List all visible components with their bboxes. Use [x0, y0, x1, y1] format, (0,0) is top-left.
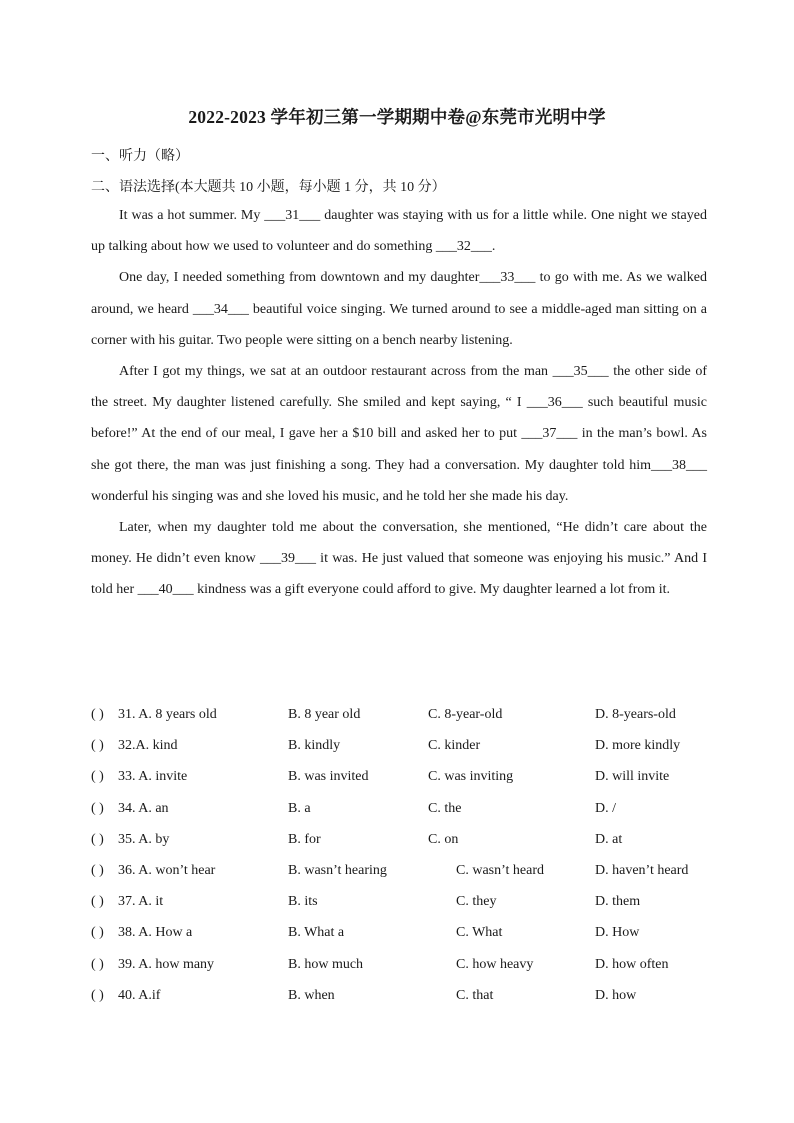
- option-a: 40. A.if: [118, 987, 161, 1003]
- option-c: C. that: [456, 987, 494, 1003]
- option-c: C. how heavy: [456, 956, 534, 972]
- option-a: 31. A. 8 years old: [118, 707, 217, 722]
- option-c: C. kinder: [428, 738, 481, 754]
- passage-paragraph-1: It was a hot summer. My ___31___ daughter was staying with us for a little while. One night we stayed up talking about how we used to volunteer and do something ___32___.: [91, 208, 707, 255]
- option-d: D. /: [595, 800, 616, 816]
- option-a: 35. A. by: [118, 831, 170, 847]
- question-row: [91, 925, 711, 947]
- question-row: [91, 863, 711, 885]
- question-row: [91, 832, 711, 854]
- answer-paren[interactable]: ( ): [91, 800, 104, 816]
- answer-paren[interactable]: ( ): [91, 925, 104, 941]
- option-c: C. was inviting: [428, 769, 514, 785]
- option-a: 33. A. invite: [118, 769, 188, 785]
- option-b: B. its: [288, 894, 318, 910]
- option-b: B. how much: [288, 956, 364, 972]
- question-row: [91, 894, 711, 916]
- reading-passage: [91, 200, 707, 606]
- option-d: D. at: [595, 831, 623, 847]
- question-row: [91, 738, 711, 760]
- answer-paren[interactable]: ( ): [91, 894, 104, 910]
- section-listening-heading: 一、听力（略）: [91, 149, 189, 164]
- option-a: 34. A. an: [118, 800, 169, 816]
- option-c: C. wasn’t heard: [456, 863, 544, 878]
- option-b: B. was invited: [288, 769, 369, 785]
- option-d: D. haven’t heard: [595, 863, 689, 878]
- answer-paren[interactable]: ( ): [91, 987, 104, 1003]
- option-d: D. 8-years-old: [595, 707, 676, 722]
- option-b: B. wasn’t hearing: [288, 863, 387, 878]
- option-b: B. when: [288, 987, 335, 1003]
- option-c: C. on: [428, 831, 459, 847]
- answer-paren[interactable]: ( ): [91, 769, 104, 785]
- question-row: [91, 769, 711, 791]
- answer-paren[interactable]: ( ): [91, 863, 104, 878]
- option-d: D. will invite: [595, 769, 670, 785]
- option-b: B. kindly: [288, 738, 341, 754]
- question-row: [91, 801, 711, 823]
- option-a: 39. A. how many: [118, 956, 215, 972]
- option-c: C. 8-year-old: [428, 707, 503, 722]
- option-d: D. more kindly: [595, 738, 681, 754]
- option-d: D. how often: [595, 956, 669, 972]
- question-row: [91, 707, 711, 729]
- answer-paren[interactable]: ( ): [91, 738, 104, 754]
- question-row: [91, 957, 711, 979]
- option-a: 38. A. How a: [118, 925, 193, 941]
- option-b: B. 8 year old: [288, 707, 361, 722]
- option-d: D. them: [595, 894, 641, 910]
- option-c: C. the: [428, 800, 462, 816]
- passage-paragraph-4: Later, when my daughter told me about the conversation, she mentioned, “He didn’t care about the money. He didn’t even know ___39___ it was. He just valued that someone was enjoying his music.” And I told her ___40___ kindness was a gift everyone could afford to give. My daughter learned a lot from it.: [91, 520, 707, 598]
- option-c: C. they: [456, 894, 497, 910]
- option-a: 32.A. kind: [118, 738, 178, 754]
- option-b: B. a: [288, 800, 311, 816]
- passage-paragraph-2: One day, I needed something from downtown and my daughter___33___ to go with me. As we walked around, we heard ___34___ beautiful voice singing. We turned around to see a middle-aged man sitting on a corner with his guitar. Two people were sitting on a bench nearby listening.: [91, 270, 707, 348]
- section-grammar-heading: 二、语法选择(本大题共 10 小题，每小题 1 分，共 10 分）: [91, 180, 446, 195]
- question-row: [91, 988, 711, 1010]
- passage-paragraph-3: After I got my things, we sat at an outdoor restaurant across from the man ___35___ the other side of the street. My daughter listened carefully. She smiled and kept saying, “ I ___36___ such beautiful music before!” At the end of our meal, I gave her a $10 bill and asked her to put ___37___ in the man’s bowl. As she got there, the man was just finishing a song. They had a conversation. My daughter told him___38___ wonderful his singing was and she loved his music, and he told her she made his day.: [91, 364, 707, 504]
- answer-paren[interactable]: ( ): [91, 956, 104, 972]
- option-d: D. How: [595, 925, 640, 941]
- option-d: D. how: [595, 987, 637, 1003]
- option-b: B. What a: [288, 925, 345, 941]
- option-c: C. What: [456, 925, 503, 941]
- answer-paren[interactable]: ( ): [91, 707, 104, 722]
- option-a: 36. A. won’t hear: [118, 863, 216, 878]
- answer-paren[interactable]: ( ): [91, 831, 104, 847]
- option-b: B. for: [288, 831, 321, 847]
- page-title: 2022-2023 学年初三第一学期期中卷@东莞市光明中学: [188, 107, 606, 127]
- option-a: 37. A. it: [118, 894, 164, 910]
